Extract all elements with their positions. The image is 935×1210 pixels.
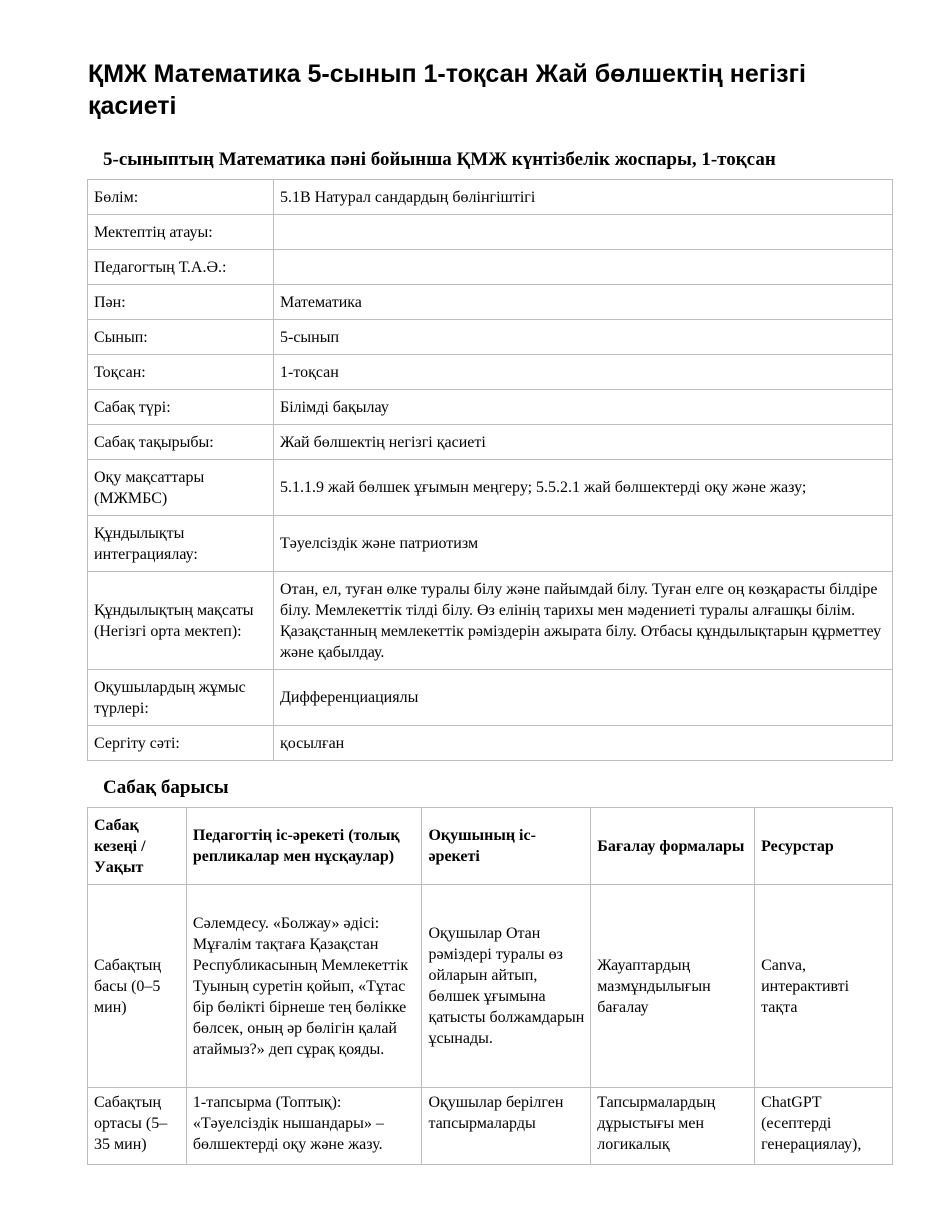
cell-assessment: Жауаптардың мазмұндылығын бағалау	[591, 885, 755, 1088]
info-value-grade: 5-сынып	[274, 320, 893, 355]
table-row	[88, 726, 893, 761]
cell-assessment: Тапсырмалардың дұрыстығы мен логикалық	[591, 1088, 755, 1165]
info-value-value-integration: Тәуелсіздік және патриотизм	[274, 516, 893, 572]
info-key-grade: Сынып:	[88, 320, 274, 355]
table-row	[88, 572, 893, 670]
info-key-teacher: Педагогтың Т.А.Ә.:	[88, 250, 274, 285]
table-row	[88, 885, 893, 1088]
table-row	[88, 516, 893, 572]
table-row	[88, 425, 893, 460]
info-value-work-types: Дифференциациялы	[274, 670, 893, 726]
table-row	[88, 390, 893, 425]
info-key-value-goal: Құндылықтың мақсаты (Негізгі орта мектеп):	[88, 572, 274, 670]
cell-student-activity: Оқушылар Отан рәміздері туралы өз ойларын айтып, бөлшек ұғымына қатысты болжамдарын ұсынады.	[422, 885, 591, 1088]
table-row	[88, 355, 893, 390]
col-header-stage: Сабақ кезеңі / Уақыт	[88, 808, 187, 885]
cell-resources: Canva, интерактивті тақта	[755, 885, 893, 1088]
info-value-break: қосылған	[274, 726, 893, 761]
info-key-quarter: Тоқсан:	[88, 355, 274, 390]
cell-student-activity: Оқушылар берілген тапсырмаларды	[422, 1088, 591, 1165]
info-value-quarter: 1-тоқсан	[274, 355, 893, 390]
page-title: ҚМЖ Математика 5-сынып 1-тоқсан Жай бөлшектің негізгі қасиеті	[88, 60, 806, 120]
info-key-work-types: Оқушылардың жұмыс түрлері:	[88, 670, 274, 726]
table-row	[88, 1088, 893, 1165]
cell-teacher-activity: 1-тапсырма (Топтық): «Тәуелсіздік нышандары» – бөлшектерді оқу және жазу.	[186, 1088, 422, 1165]
col-header-assessment: Бағалау формалары	[591, 808, 755, 885]
info-key-school: Мектептің атауы:	[88, 215, 274, 250]
lesson-flow-table	[87, 807, 893, 1165]
info-key-subject: Пән:	[88, 285, 274, 320]
col-header-student-activity: Оқушының іс-әрекеті	[422, 808, 591, 885]
table-row	[88, 215, 893, 250]
col-header-teacher-activity: Педагогтің іс-әрекеті (толық репликалар мен нұсқаулар)	[186, 808, 422, 885]
info-key-lesson-topic: Сабақ тақырыбы:	[88, 425, 274, 460]
cell-resources: ChatGPT (есептерді генерациялау),	[755, 1088, 893, 1165]
info-key-section: Бөлім:	[88, 180, 274, 215]
lesson-info-table	[87, 179, 893, 761]
table-row	[88, 320, 893, 355]
info-key-value-integration: Құндылықты интеграциялау:	[88, 516, 274, 572]
table-row	[88, 670, 893, 726]
info-value-teacher	[274, 250, 893, 285]
col-header-resources: Ресурстар	[755, 808, 893, 885]
table-header-row	[88, 808, 893, 885]
cell-teacher-activity: Сәлемдесу. «Болжау» әдісі: Мұғалім тақтаға Қазақстан Республикасының Мемлекеттік Туының суретін қойып, «Тұтас бір бөлікті бірнеше тең бөлікке бөлсек, оның әр бөлігін қалай атаймыз?» деп сұрақ қояды.	[186, 885, 422, 1088]
table-row	[88, 460, 893, 516]
info-value-lesson-type: Білімді бақылау	[274, 390, 893, 425]
info-value-value-goal: Отан, ел, туған өлке туралы білу және пайымдай білу. Туған елге оң көзқарасты білдіре білу. Мемлекеттік тілді білу. Өз елінің тарихы мен мәдениеті туралы алғашқы білім. Қазақстанның мемлекеттік рәміздерін ажырата білу. Отбасы құндылықтарын құрметтеу және қабылдау.	[274, 572, 893, 670]
info-value-section: 5.1В Натурал сандардың бөлінгіштігі	[274, 180, 893, 215]
info-key-break: Сергіту сәті:	[88, 726, 274, 761]
info-value-lesson-topic: Жай бөлшектің негізгі қасиеті	[274, 425, 893, 460]
info-value-school	[274, 215, 893, 250]
lesson-flow-heading: Сабақ барысы	[103, 777, 229, 798]
info-key-lesson-type: Сабақ түрі:	[88, 390, 274, 425]
table-row	[88, 285, 893, 320]
plan-subtitle: 5-сыныптың Математика пәні бойынша ҚМЖ күнтізбелік жоспары, 1-тоқсан	[103, 149, 776, 170]
info-value-learning-goals: 5.1.1.9 жай бөлшек ұғымын меңгеру; 5.5.2.1 жай бөлшектерді оқу және жазу;	[274, 460, 893, 516]
cell-stage: Сабақтың ортасы (5–35 мин)	[88, 1088, 187, 1165]
table-row	[88, 180, 893, 215]
info-key-learning-goals: Оқу мақсаттары (МЖМБС)	[88, 460, 274, 516]
table-row	[88, 250, 893, 285]
cell-stage: Сабақтың басы (0–5 мин)	[88, 885, 187, 1088]
info-value-subject: Математика	[274, 285, 893, 320]
